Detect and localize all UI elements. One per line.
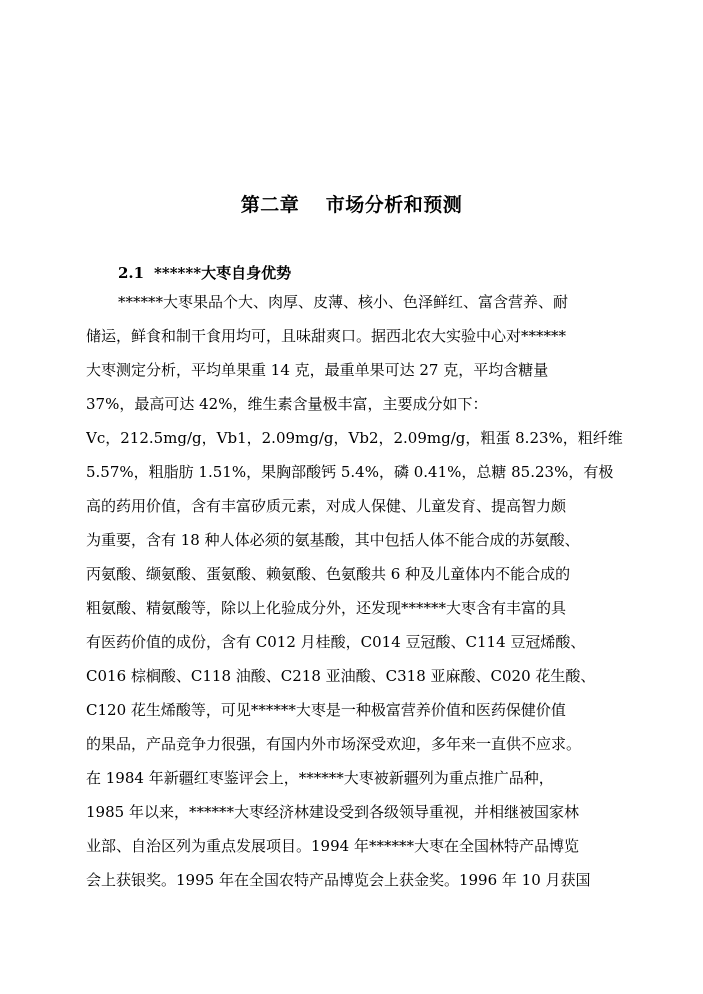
text-line: 为重要，含有 18 种人体必须的氨基酸，其中包括人体不能合成的苏氨酸、 [86,531,580,549]
text-line: 会上获银奖。1995 年在全国农特产品博览会上获金奖。1996 年 10 月获国 [86,871,591,889]
text-line: 在 1984 年新疆红枣鉴评会上，******大枣被新疆列为重点推广品种， [86,769,554,787]
text-line: C120 花生烯酸等，可见******大枣是一种极富营养价值和医药保健价值 [86,701,566,719]
text-line: Vc，212.5mg/g，Vb1，2.09mg/g，Vb2，2.09mg/g，粗蛋 8.23%，粗纤维 [86,429,623,447]
text-line: 丙氨酸、缬氨酸、蛋氨酸、赖氨酸、色氨酸共 6 种及儿童体内不能合成的 [86,565,571,583]
text-line: 5.57%，粗脂肪 1.51%，果胸部酸钙 5.4%，磷 0.41%，总糖 85.23%，有极 [86,463,614,481]
text-line: 1985 年以来，******大枣经济林建设受到各级领导重视，并相继被国家林 [86,803,579,821]
text-line: 的果品，产品竞争力很强，有国内外市场深受欢迎，多年来一直供不应求。 [86,735,582,753]
text-line: ******大枣果品个大、肉厚、皮薄、核小、色泽鲜红、富含营养、耐 [118,293,569,311]
text-line: 粗氨酸、精氨酸等，除以上化验成分外，还发现******大枣含有丰富的具 [86,599,567,617]
section-title: ******大枣自身优势 [154,264,292,282]
section-heading [118,262,291,283]
chapter-title: 第二章 市场分析和预测 [240,194,463,216]
text-line: C016 棕榈酸、C118 油酸、C218 亚油酸、C318 亚麻酸、C020 花生酸、 [86,667,596,685]
text-line: 储运，鲜食和制干食用均可，且味甜爽口。据西北农大实验中心对****** [86,327,567,345]
text-line: 大枣测定分析，平均单果重 14 克，最重单果可达 27 克，平均含糖量 [86,361,549,379]
section-number: 2.1 [118,264,145,282]
body-text [86,291,626,903]
text-line: 业部、自治区列为重点发展项目。1994 年******大枣在全国林特产品博览 [86,837,579,855]
text-line: 37%，最高可达 42%，维生素含量极丰富，主要成分如下： [86,395,488,413]
text-line: 高的药用价值，含有丰富矽质元素，对成人保健、儿童发育、提高智力颇 [86,497,567,515]
text-line: 有医药价值的成份，含有 C012 月桂酸，C014 豆冠酸、C114 豆冠烯酸、 [86,633,586,651]
